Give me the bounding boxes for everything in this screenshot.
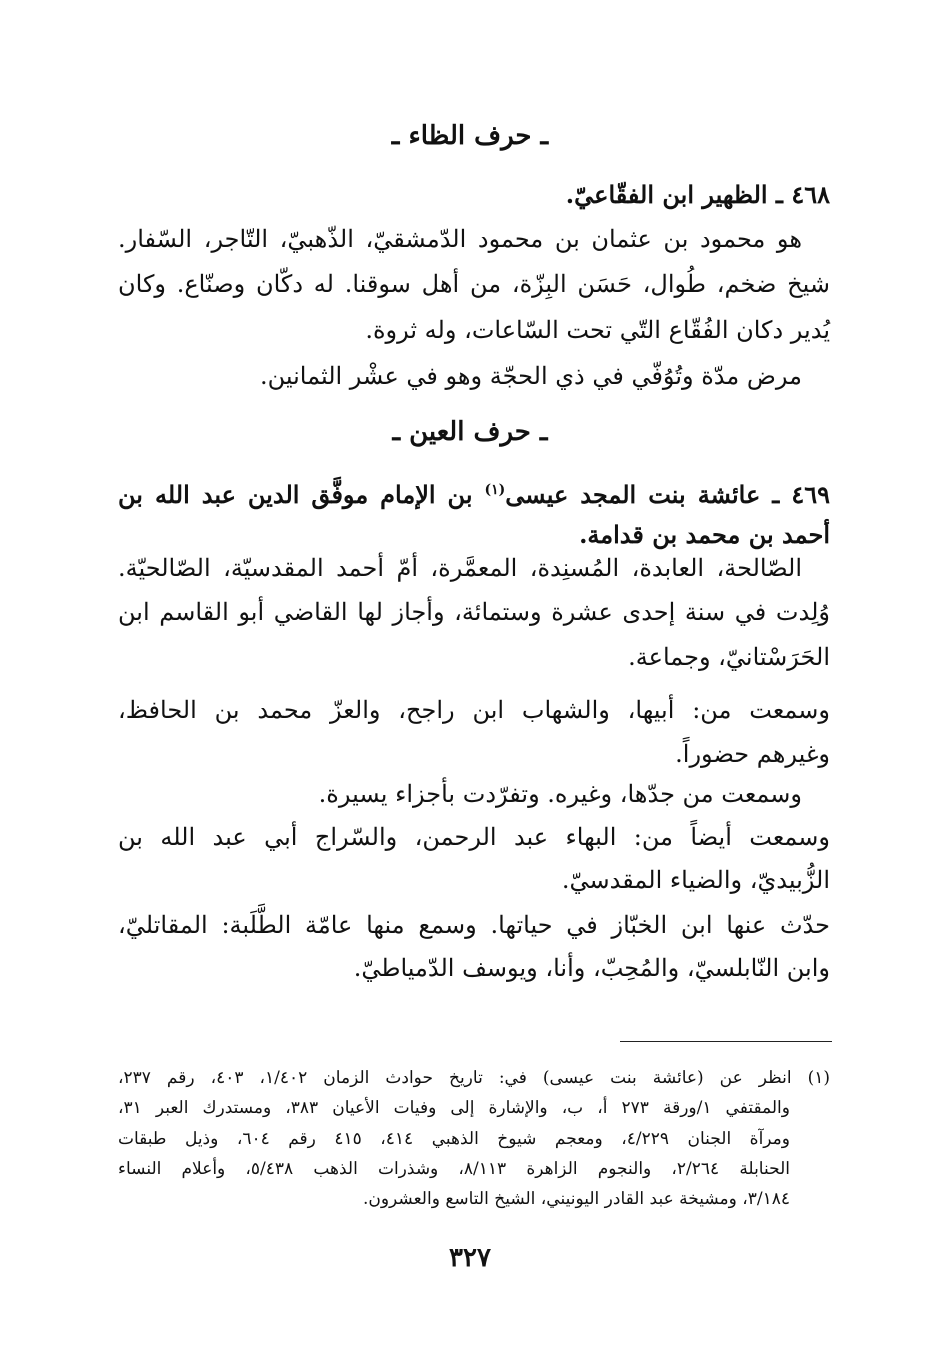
entry-469-title-line-1 [118, 470, 830, 515]
entry-469-title-line-2: أحمد بن محمد بن قدامة. [579, 520, 830, 549]
entry-469-line-7: وسمعت أيضاً من: البهاء عبد الرحمن، والسّراج أبي عبد الله بن [118, 823, 830, 851]
entry-468-line-1: هو محمود بن عثمان بن محمود الدّمشقيّ، الذّهبيّ، التّاجر، السّفار. [118, 225, 802, 253]
entry-469-line-6: وسمعت من جدّها، وغيره. وتفرّدت بأجزاء يسيرة. [318, 780, 802, 808]
entry-468-line-3: يُدير دكان الفُقّاع التّي تحت السّاعات، وله ثروة. [365, 316, 830, 344]
page-number: ٣٢٧ [449, 1243, 491, 1273]
entry-469-line-3: الحَرَسْتانيّ، وجماعة. [628, 643, 830, 671]
entry-469-line-2: وُلِدت في سنة إحدى عشرة وستمائة، وأجاز لها القاضي أبو القاسم ابن [118, 598, 830, 626]
footnote-line-2: والمقتفي ١/ورقة ٢٧٣ أ، ب، والإشارة إلى وفيات الأعيان ٣٨٣، ومستدرك العبر ٣١، [118, 1098, 790, 1118]
entry-468-line-4: مرض مدّة وتُوُفّي في ذي الحجّة وهو في عشْر الثمانين. [259, 362, 802, 390]
entry-469-line-8: الزُّبيديّ، والضياء المقدسيّ. [561, 866, 830, 894]
entry-469-line-9: حدّث عنها ابن الخبّاز في حياتها. وسمع منها عامّة الطَّلَبة: المقاتليّ، [118, 911, 830, 939]
section-heading-ayn: ـ حرف العين ـ [392, 417, 548, 447]
entry-468-line-2: شيخ ضخم، طُوال، حَسَن البِزّة، من أهل سوقنا. له دكّان وصنّاع. وكان [118, 270, 830, 298]
entry-469-title-part-2: بن الإمام موفَّق الدين عبد الله بن [118, 480, 485, 509]
section-heading-zaa: ـ حرف الظاء ـ [391, 121, 549, 151]
footnote-line-4: الحنابلة ٢/٢٦٤، والنجوم الزاهرة ٨/١١٣، وشذرات الذهب ٥/٤٣٨، وأعلام النساء [118, 1159, 790, 1179]
footnote-reference: (١) [484, 482, 506, 498]
entry-469-line-5: وغيرهم حضوراً. [675, 740, 830, 768]
footnote-line-1: (١) انظر عن (عائشة بنت عيسى) في: تاريخ حوادث الزمان ١/٤٠٢، ٤٠٣، رقم ٢٣٧، [118, 1068, 831, 1088]
entry-468-title: ٤٦٨ ـ الظهير ابن الفقّاعيّ. [565, 180, 830, 209]
footnote-line-3: ومرآة الجنان ٤/٢٢٩، ومعجم شيوخ الذهبي ٤١٤، ٤١٥ رقم ٦٠٤، وذيل طبقات [118, 1129, 790, 1149]
entry-469-title-part-1: ٤٦٩ ـ عائشة بنت المجد عيسى [505, 480, 830, 509]
entry-469-line-4: وسمعت من: أبيها، والشهاب ابن راجح، والعزّ محمد بن الحافظ، [118, 696, 830, 724]
footnote-line-5: ٣/١٨٤، ومشيخة عبد القادر اليونيني، الشيخ التاسع والعشرون. [362, 1189, 790, 1209]
entry-469-line-1: الصّالحة، العابدة، المُسنِدة، المعمَّرة، أمّ أحمد المقدسيّة، الصّالحيّة. [118, 554, 802, 582]
entry-469-line-10: وابن النّابلسيّ، والمُحِبّ، وأنا، ويوسف الدّمياطيّ. [353, 954, 830, 982]
footnote-separator [620, 1041, 832, 1042]
